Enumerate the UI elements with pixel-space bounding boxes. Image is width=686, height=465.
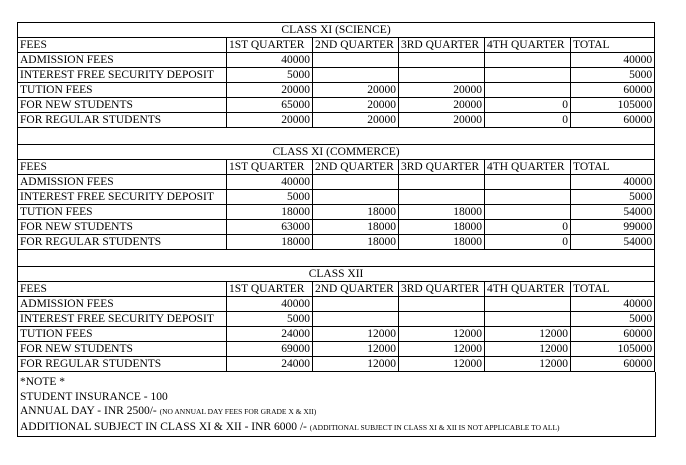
- fee-label-cell: TUTION FEES: [18, 83, 227, 98]
- fee-amount-cell: 65000: [227, 98, 313, 113]
- fee-amount-cell: 5000: [227, 68, 313, 83]
- fee-amount-cell: 12000: [313, 357, 399, 372]
- fee-amount-cell: [399, 53, 485, 68]
- column-header: 4TH QUARTER: [485, 160, 571, 175]
- fee-row: [18, 342, 655, 357]
- fee-row: [18, 220, 655, 235]
- section-title: CLASS XI (COMMERCE): [18, 145, 655, 160]
- column-header: 2ND QUARTER: [313, 282, 399, 297]
- fee-amount-cell: 20000: [313, 98, 399, 113]
- fee-amount-cell: 63000: [227, 220, 313, 235]
- fee-amount-cell: [399, 190, 485, 205]
- fee-amount-cell: [313, 190, 399, 205]
- column-header: 3RD QUARTER: [399, 160, 485, 175]
- fee-amount-cell: 12000: [399, 357, 485, 372]
- fee-amount-cell: 40000: [227, 175, 313, 190]
- column-header: TOTAL: [571, 38, 655, 53]
- fee-amount-cell: 20000: [399, 98, 485, 113]
- fee-table: [17, 22, 655, 372]
- fee-row: [18, 235, 655, 250]
- fee-amount-cell: 40000: [227, 297, 313, 312]
- column-header-row: [18, 38, 655, 53]
- column-header: FEES: [18, 282, 227, 297]
- fee-label-cell: FOR REGULAR STUDENTS: [18, 357, 227, 372]
- fee-amount-cell: 18000: [313, 235, 399, 250]
- fee-amount-cell: 12000: [485, 357, 571, 372]
- fee-amount-cell: 5000: [571, 312, 655, 327]
- fee-amount-cell: [313, 68, 399, 83]
- section-title-row: [18, 267, 655, 282]
- fee-label-cell: ADMISSION FEES: [18, 297, 227, 312]
- fee-label-cell: TUTION FEES: [18, 327, 227, 342]
- fee-amount-cell: [399, 175, 485, 190]
- fee-label-cell: FOR NEW STUDENTS: [18, 98, 227, 113]
- column-header: 3RD QUARTER: [399, 282, 485, 297]
- column-header: 4TH QUARTER: [485, 38, 571, 53]
- fee-row: [18, 113, 655, 128]
- fee-table-body: [18, 23, 655, 372]
- fee-row: [18, 327, 655, 342]
- fee-amount-cell: 20000: [313, 113, 399, 128]
- section-title-row: [18, 145, 655, 160]
- section-spacer-cell: [18, 250, 655, 267]
- fee-amount-cell: [485, 190, 571, 205]
- fee-amount-cell: 18000: [399, 220, 485, 235]
- fee-amount-cell: 54000: [571, 205, 655, 220]
- fee-amount-cell: 18000: [399, 205, 485, 220]
- fee-row: [18, 98, 655, 113]
- fee-label-cell: ADMISSION FEES: [18, 53, 227, 68]
- column-header: FEES: [18, 160, 227, 175]
- fee-row: [18, 357, 655, 372]
- fee-amount-cell: [399, 68, 485, 83]
- fee-amount-cell: 0: [485, 98, 571, 113]
- fee-label-cell: FOR REGULAR STUDENTS: [18, 235, 227, 250]
- fee-amount-cell: 12000: [399, 342, 485, 357]
- fee-amount-cell: 0: [485, 220, 571, 235]
- fee-row: [18, 68, 655, 83]
- note-additional-subject-remark: (ADDITIONAL SUBJECT IN CLASS XI & XII IS NOT APPLICABLE TO ALL): [309, 422, 560, 432]
- fee-amount-cell: 60000: [571, 83, 655, 98]
- fee-amount-cell: 12000: [399, 327, 485, 342]
- note-annual-day-remark: (NO ANNUAL DAY FEES FOR GRADE X & XII): [159, 407, 317, 416]
- fee-amount-cell: [313, 53, 399, 68]
- fee-amount-cell: 20000: [227, 83, 313, 98]
- column-header: 2ND QUARTER: [313, 38, 399, 53]
- fee-amount-cell: 40000: [227, 53, 313, 68]
- fee-amount-cell: 12000: [313, 327, 399, 342]
- fee-amount-cell: 105000: [571, 342, 655, 357]
- fee-amount-cell: 5000: [227, 190, 313, 205]
- fee-amount-cell: 20000: [227, 113, 313, 128]
- fee-amount-cell: [485, 297, 571, 312]
- fee-row: [18, 205, 655, 220]
- fee-label-cell: FOR REGULAR STUDENTS: [18, 113, 227, 128]
- note-additional-subject-text: ADDITIONAL SUBJECT IN CLASS XI & XII - INR 6000 /-: [20, 420, 307, 433]
- fee-structure-sheet: [17, 22, 654, 437]
- fee-row: [18, 175, 655, 190]
- note-annual-day-text: ANNUAL DAY - INR 2500/-: [20, 405, 157, 417]
- fee-amount-cell: [485, 53, 571, 68]
- fee-amount-cell: [399, 312, 485, 327]
- fee-amount-cell: 18000: [313, 220, 399, 235]
- column-header: 4TH QUARTER: [485, 282, 571, 297]
- fee-amount-cell: [313, 175, 399, 190]
- section-spacer-row: [18, 250, 655, 267]
- note-annual-day: [20, 404, 655, 420]
- fee-amount-cell: 5000: [571, 190, 655, 205]
- section-spacer-cell: [18, 128, 655, 145]
- fee-amount-cell: [399, 297, 485, 312]
- note-insurance: STUDENT INSURANCE - 100: [20, 390, 168, 403]
- section-title-row: [18, 23, 655, 38]
- column-header: TOTAL: [571, 160, 655, 175]
- fee-amount-cell: 24000: [227, 357, 313, 372]
- fee-amount-cell: 60000: [571, 357, 655, 372]
- fee-amount-cell: 5000: [571, 68, 655, 83]
- note-box: [17, 372, 656, 437]
- column-header-row: [18, 282, 655, 297]
- fee-label-cell: ADMISSION FEES: [18, 175, 227, 190]
- fee-amount-cell: [313, 312, 399, 327]
- fee-amount-cell: [485, 175, 571, 190]
- fee-amount-cell: 60000: [571, 113, 655, 128]
- fee-amount-cell: 18000: [313, 205, 399, 220]
- section-title: CLASS XII: [18, 267, 655, 282]
- note-additional-subject: [20, 420, 655, 436]
- fee-row: [18, 83, 655, 98]
- fee-amount-cell: 24000: [227, 327, 313, 342]
- fee-amount-cell: 69000: [227, 342, 313, 357]
- fee-amount-cell: [485, 68, 571, 83]
- fee-amount-cell: 40000: [571, 297, 655, 312]
- fee-amount-cell: 20000: [313, 83, 399, 98]
- fee-label-cell: FOR NEW STUDENTS: [18, 342, 227, 357]
- fee-amount-cell: 99000: [571, 220, 655, 235]
- note-heading: *NOTE *: [20, 376, 66, 388]
- fee-amount-cell: [485, 312, 571, 327]
- fee-row: [18, 53, 655, 68]
- fee-amount-cell: [485, 205, 571, 220]
- column-header: 3RD QUARTER: [399, 38, 485, 53]
- fee-amount-cell: 12000: [313, 342, 399, 357]
- fee-amount-cell: 18000: [227, 235, 313, 250]
- fee-amount-cell: 20000: [399, 83, 485, 98]
- fee-row: [18, 190, 655, 205]
- fee-label-cell: INTEREST FREE SECURITY DEPOSIT: [18, 312, 227, 327]
- fee-row: [18, 312, 655, 327]
- section-spacer-row: [18, 128, 655, 145]
- column-header: 1ST QUARTER: [227, 160, 313, 175]
- fee-amount-cell: 40000: [571, 53, 655, 68]
- fee-label-cell: TUTION FEES: [18, 205, 227, 220]
- fee-amount-cell: 105000: [571, 98, 655, 113]
- fee-amount-cell: 5000: [227, 312, 313, 327]
- column-header: FEES: [18, 38, 227, 53]
- column-header: 1ST QUARTER: [227, 38, 313, 53]
- fee-amount-cell: 18000: [227, 205, 313, 220]
- fee-amount-cell: 18000: [399, 235, 485, 250]
- fee-amount-cell: 54000: [571, 235, 655, 250]
- fee-amount-cell: 60000: [571, 327, 655, 342]
- fee-amount-cell: [485, 83, 571, 98]
- fee-amount-cell: 0: [485, 113, 571, 128]
- fee-amount-cell: 40000: [571, 175, 655, 190]
- fee-row: [18, 297, 655, 312]
- fee-label-cell: FOR NEW STUDENTS: [18, 220, 227, 235]
- column-header: 2ND QUARTER: [313, 160, 399, 175]
- fee-amount-cell: 20000: [399, 113, 485, 128]
- fee-label-cell: INTEREST FREE SECURITY DEPOSIT: [18, 68, 227, 83]
- column-header: TOTAL: [571, 282, 655, 297]
- fee-amount-cell: 12000: [485, 342, 571, 357]
- section-title: CLASS XI (SCIENCE): [18, 23, 655, 38]
- fee-amount-cell: 0: [485, 235, 571, 250]
- fee-amount-cell: [313, 297, 399, 312]
- fee-label-cell: INTEREST FREE SECURITY DEPOSIT: [18, 190, 227, 205]
- column-header: 1ST QUARTER: [227, 282, 313, 297]
- fee-amount-cell: 12000: [485, 327, 571, 342]
- column-header-row: [18, 160, 655, 175]
